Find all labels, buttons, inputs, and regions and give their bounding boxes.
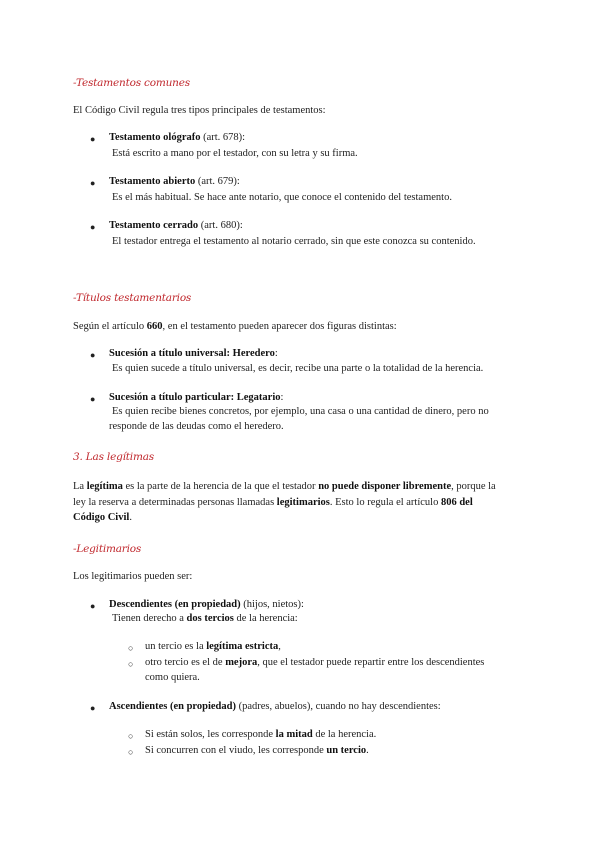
paragraph-intro-legitimarios: Los legitimarios pueden ser: xyxy=(73,571,193,582)
bullet-icon: ● xyxy=(90,394,96,404)
list-item-desc: Es quien sucede a título universal, es decir, recibe una parte o la totalidad de la herencia. xyxy=(112,363,484,374)
section-heading-legitimas: 3. Las legítimas xyxy=(73,451,154,463)
list-item-desc: Es quien recibe bienes concretos, por ejemplo, una casa o una cantidad de dinero, pero no xyxy=(112,406,489,417)
sub-bullet-icon: ○ xyxy=(128,659,134,669)
sub-list-item: Si están solos, les corresponde la mitad de la herencia. xyxy=(145,729,377,740)
list-item-title: Sucesión a título particular: Legatario: xyxy=(109,392,284,403)
section-heading-testamentos: -Testamentos comunes xyxy=(73,77,190,89)
sub-bullet-icon: ○ xyxy=(128,731,134,741)
list-item-title: Ascendientes (en propiedad) (padres, abuelos), cuando no hay descendientes: xyxy=(109,701,441,712)
list-item-desc: El testador entrega el testamento al notario cerrado, sin que este conozca su contenido. xyxy=(112,236,476,247)
list-item-title: Descendientes (en propiedad) (hijos, nietos): xyxy=(109,599,304,610)
paragraph-line: ley la reserva a determinadas personas llamadas legitimarios. Esto lo regula el artículo 806 del xyxy=(73,497,473,508)
list-item-desc: responde de las deudas como el heredero. xyxy=(109,421,284,432)
sub-bullet-icon: ○ xyxy=(128,747,134,757)
list-item-title: Testamento cerrado (art. 680): xyxy=(109,220,243,231)
paragraph-line: La legítima es la parte de la herencia de la que el testador no puede disponer libremente, porque la xyxy=(73,481,496,492)
section-heading-legitimarios: -Legitimarios xyxy=(73,543,142,555)
list-item-title: Testamento abierto (art. 679): xyxy=(109,176,240,187)
sub-list-item: otro tercio es el de mejora, que el testador puede repartir entre los descendientes xyxy=(145,657,485,668)
bullet-icon: ● xyxy=(90,178,96,188)
sub-list-item: un tercio es la legítima estricta, xyxy=(145,641,281,652)
list-item-title: Testamento ológrafo (art. 678): xyxy=(109,132,246,143)
sub-list-item: Si concurren con el viudo, les corresponde un tercio. xyxy=(145,745,369,756)
list-item-desc: Es el más habitual. Se hace ante notario, que conoce el contenido del testamento. xyxy=(112,192,452,203)
section-heading-titulos: -Títulos testamentarios xyxy=(73,292,192,304)
paragraph-intro-titulos: Según el artículo 660, en el testamento pueden aparecer dos figuras distintas: xyxy=(73,321,397,332)
sub-list-item-cont: como quiera. xyxy=(145,672,200,683)
list-item-desc: Tienen derecho a dos tercios de la herencia: xyxy=(112,613,298,624)
sub-bullet-icon: ○ xyxy=(128,643,134,653)
paragraph-intro-testamentos: El Código Civil regula tres tipos principales de testamentos: xyxy=(73,105,326,116)
bullet-icon: ● xyxy=(90,601,96,611)
bullet-icon: ● xyxy=(90,222,96,232)
bullet-icon: ● xyxy=(90,134,96,144)
paragraph-line: Código Civil. xyxy=(73,512,132,523)
bullet-icon: ● xyxy=(90,703,96,713)
list-item-title: Sucesión a título universal: Heredero: xyxy=(109,348,278,359)
bullet-icon: ● xyxy=(90,350,96,360)
list-item-desc: Está escrito a mano por el testador, con su letra y su firma. xyxy=(112,148,358,159)
